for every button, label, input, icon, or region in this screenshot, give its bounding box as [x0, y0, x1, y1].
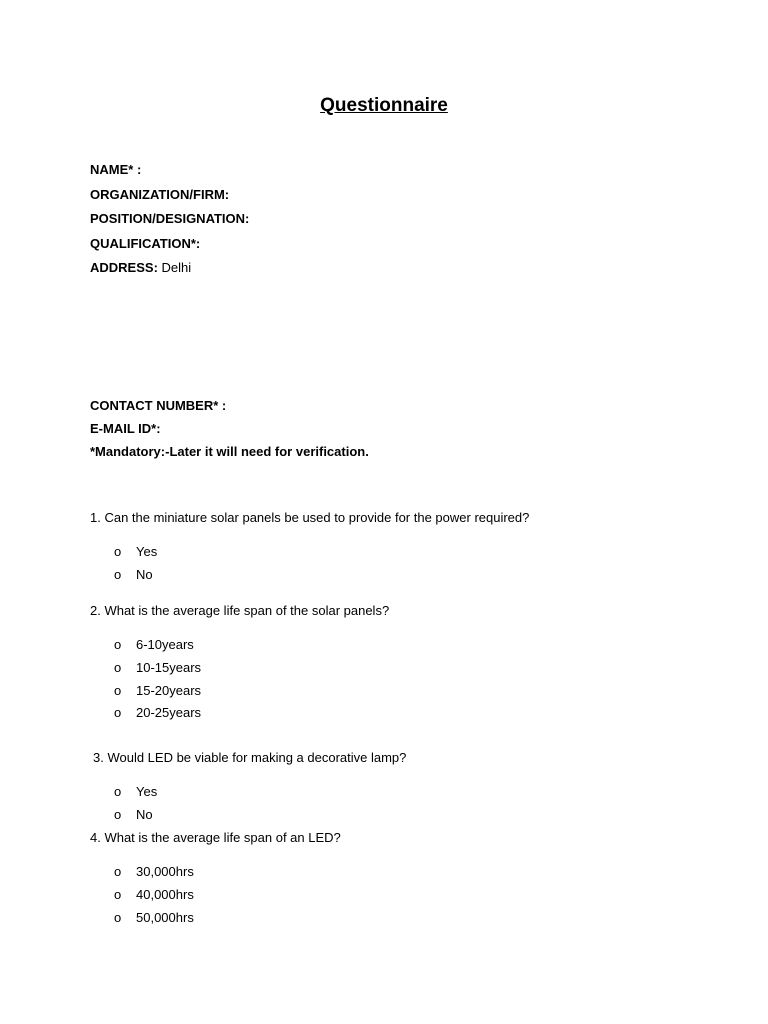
contact-fields — [90, 397, 369, 461]
bullet-icon: o — [114, 886, 122, 902]
email-label: E-MAIL ID*: — [90, 421, 161, 436]
bullet-icon: o — [114, 682, 122, 698]
bullet-icon: o — [114, 909, 122, 925]
option-label: 15-20years — [136, 682, 202, 698]
option-item[interactable] — [114, 704, 201, 727]
option-item[interactable] — [114, 909, 194, 932]
bullet-icon: o — [114, 705, 122, 721]
question-4: 4. What is the average life span of an LED? — [90, 830, 341, 845]
bullet-icon: o — [114, 637, 122, 652]
bullet-icon: o — [114, 784, 122, 799]
page-title: Questionnaire — [320, 95, 448, 116]
mandatory-note: *Mandatory:-Later it will need for verification. — [90, 444, 369, 459]
position-label: POSITION/DESIGNATION: — [90, 211, 250, 226]
bullet-icon: o — [114, 806, 122, 822]
option-label: 30,000hrs — [136, 864, 194, 879]
option-label: 40,000hrs — [136, 886, 194, 902]
option-item[interactable] — [114, 783, 157, 806]
option-item[interactable] — [114, 659, 201, 682]
option-item[interactable] — [114, 806, 157, 829]
qualification-field — [90, 235, 249, 260]
option-item[interactable] — [114, 863, 194, 886]
organization-field — [90, 186, 249, 211]
option-label: No — [136, 566, 153, 582]
address-label: ADDRESS: — [90, 260, 158, 275]
name-field — [90, 161, 249, 186]
personal-info-fields — [90, 161, 249, 284]
option-label: 6-10years — [136, 637, 194, 652]
option-label: 20-25years — [136, 705, 202, 721]
question-4-options — [114, 863, 194, 931]
bullet-icon: o — [114, 566, 122, 582]
contact-number-label: CONTACT NUMBER* : — [90, 398, 227, 413]
name-label: NAME* : — [90, 162, 142, 177]
question-3: 3. Would LED be viable for making a decorative lamp? — [93, 750, 407, 765]
option-item[interactable] — [114, 543, 157, 566]
qualification-label: QUALIFICATION*: — [90, 235, 201, 251]
option-item[interactable] — [114, 566, 157, 589]
bullet-icon: o — [114, 659, 122, 675]
option-label: Yes — [136, 544, 158, 559]
option-item[interactable] — [114, 886, 194, 909]
address-value: Delhi — [161, 260, 192, 275]
bullet-icon: o — [114, 544, 122, 559]
option-label: Yes — [136, 784, 158, 799]
organization-label: ORGANIZATION/FIRM: — [90, 186, 230, 202]
question-1: 1. Can the miniature solar panels be used to provide for the power required? — [90, 510, 530, 525]
question-3-options — [114, 783, 157, 829]
question-2: 2. What is the average life span of the solar panels? — [90, 603, 390, 618]
bullet-icon: o — [114, 864, 122, 879]
question-1-options — [114, 543, 157, 589]
option-label: 10-15years — [136, 659, 202, 675]
option-label: 50,000hrs — [136, 909, 194, 925]
position-field — [90, 210, 249, 235]
address-field — [90, 259, 249, 284]
option-label: No — [136, 806, 153, 822]
question-2-options — [114, 636, 201, 727]
option-item[interactable] — [114, 636, 201, 659]
option-item[interactable] — [114, 682, 201, 705]
